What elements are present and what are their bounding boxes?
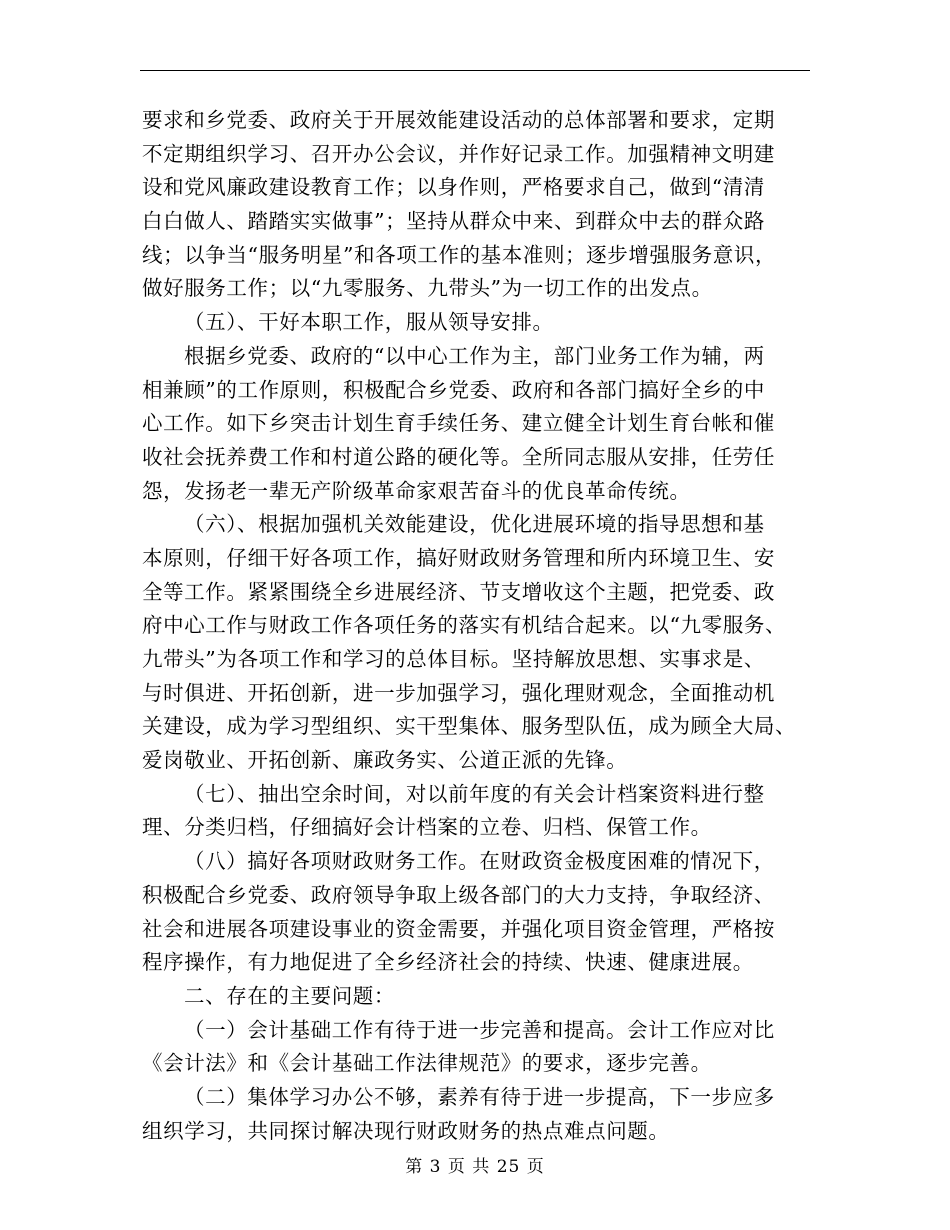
text-line: 白白做人、踏踏实实做事”；坚持从群众中来、到群众中去的群众路 [142, 209, 765, 234]
text-line: 设和党风廉政建设教育工作；以身作则，严格要求自己，做到“清清 [142, 175, 765, 200]
text-line: 本原则，仔细干好各项工作，搞好财政财务管理和所内环境卫生、安 [142, 545, 775, 570]
text-line: 与时俱进、开拓创新，进一步加强学习，强化理财观念，全面推动机 [142, 680, 775, 705]
section-heading-7: （七）、抽出空余时间，对以前年度的有关会计档案资料进行整 [184, 781, 765, 806]
text-line: 收社会抚养费工作和村道公路的硬化等。全所同志服从安排，任劳任 [142, 444, 775, 469]
problem-item-2: （二）集体学习办公不够，素养有待于进一步提高，下一步应多 [184, 1084, 775, 1109]
page-number-footer: 第 3 页 共 25 页 [405, 1157, 545, 1177]
text-line: 做好服务工作；以“九零服务、九带头”为一切工作的出发点。 [142, 276, 713, 301]
text-line: 九带头”为各项工作和学习的总体目标。坚持解放思想、实事求是、 [142, 647, 765, 671]
text-line: 心工作。如下乡突击计划生育手续任务、建立健全计划生育台帐和催 [142, 411, 775, 436]
text-line: 积极配合乡党委、政府领导争取上级各部门的大力支持，争取经济、 [142, 882, 775, 907]
text-line: 程序操作，有力地促进了全乡经济社会的持续、快速、健康进展。 [142, 950, 754, 975]
section-heading-problems: 二、存在的主要问题： [184, 983, 395, 1008]
text-line: 府中心工作与财政工作各项任务的落实有机结合起来。以“九零服务、 [142, 613, 787, 638]
text-line: 不定期组织学习、召开办公会议，并作好记录工作。加强精神文明建 [142, 141, 775, 166]
text-line: 相兼顾”的工作原则，积极配合乡党委、政府和各部门搞好全乡的中 [142, 377, 765, 402]
section-heading-5: （五）、干好本职工作，服从领导安排。 [184, 310, 554, 335]
text-line: 要求和乡党委、政府关于开展效能建设活动的总体部署和要求，定期 [142, 108, 775, 132]
text-line: 全等工作。紧紧围绕全乡进展经济、节支增收这个主题，把党委、政 [142, 579, 775, 604]
text-line: 组织学习，共同探讨解决现行财政财务的热点难点问题。 [142, 1118, 670, 1143]
document-body [142, 104, 810, 1148]
text-line: 《会计法》和《会计基础工作法律规范》的要求，逐步完善。 [142, 1051, 712, 1076]
text-line: 理、分类归档，仔细搞好会计档案的立卷、归档、保管工作。 [142, 815, 712, 840]
text-line: 怨，发扬老一辈无产阶级革命家艰苦奋斗的优良革命传统。 [142, 478, 691, 503]
text-line: 线；以争当“服务明星”和各项工作的基本准则；逐步增强服务意识， [142, 242, 777, 267]
header-rule [140, 70, 810, 71]
text-line: 社会和进展各项建设事业的资金需要，并强化项目资金管理，严格按 [142, 916, 775, 941]
problem-item-1: （一）会计基础工作有待于进一步完善和提高。会计工作应对比 [184, 1017, 775, 1042]
text-line: 爱岗敬业、开拓创新、廉政务实、公道正派的先锋。 [142, 748, 628, 773]
section-heading-8: （八）搞好各项财政财务工作。在财政资金极度困难的情况下， [184, 849, 775, 874]
paragraph-start: 根据乡党委、政府的“以中心工作为主，部门业务工作为辅，两 [184, 343, 765, 368]
text-line: 关建设，成为学习型组织、实干型集体、服务型队伍，成为顾全大局、 [142, 714, 797, 739]
section-heading-6: （六）、根据加强机关效能建设，优化进展环境的指导思想和基 [184, 512, 765, 537]
